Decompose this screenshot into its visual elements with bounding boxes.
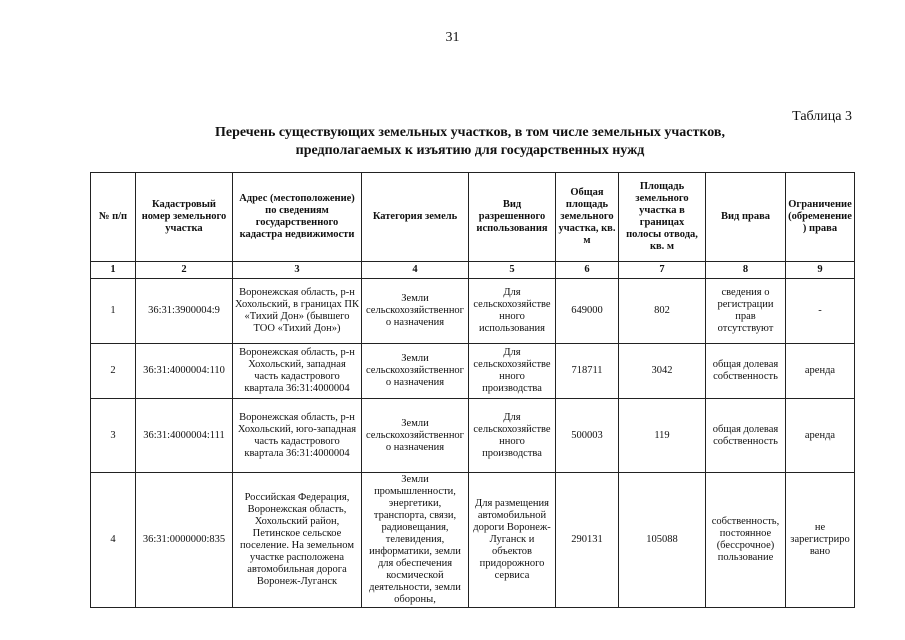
total-area: 500003 [556, 399, 619, 473]
permitted-use: Для сельскохозяйственного использования [469, 279, 556, 344]
strip-area: 802 [619, 279, 706, 344]
table-row [91, 279, 855, 344]
column-number: 1 [91, 262, 136, 279]
header-cell: Кадастровый номер земельного участка [136, 173, 233, 262]
cadastral-number: 36:31:0000000:835 [136, 473, 233, 608]
table-label: Таблица 3 [792, 109, 852, 124]
row-number: 1 [91, 279, 136, 344]
address: Воронежская область, р-н Хохольский, юго-западная часть кадастрового квартала 36:31:4000004 [233, 399, 362, 473]
header-cell: Адрес (местоположение) по сведениям государственного кадастра недвижимости [233, 173, 362, 262]
page-number: 31 [445, 30, 460, 45]
column-number: 2 [136, 262, 233, 279]
restriction: аренда [786, 344, 855, 399]
row-number: 4 [91, 473, 136, 608]
row-number: 3 [91, 399, 136, 473]
title-line-1: Перечень существующих земельных участков, в том числе земельных участков, [215, 125, 725, 140]
permitted-use: Для сельскохозяйственного производства [469, 399, 556, 473]
header-row [91, 173, 855, 262]
title-line-2: предполагаемых к изъятию для государственных нужд [295, 143, 645, 158]
row-number: 2 [91, 344, 136, 399]
strip-area: 119 [619, 399, 706, 473]
right-type: собственность, постоянное (бессрочное) пользование [706, 473, 786, 608]
cadastral-number: 36:31:4000004:111 [136, 399, 233, 473]
column-number: 5 [469, 262, 556, 279]
header-cell: Категория земель [362, 173, 469, 262]
header-cell: Общая площадь земельного участка, кв. м [556, 173, 619, 262]
table-row [91, 344, 855, 399]
restriction: аренда [786, 399, 855, 473]
total-area: 718711 [556, 344, 619, 399]
cadastral-number: 36:31:4000004:110 [136, 344, 233, 399]
land-category: Земли сельскохозяйственного назначения [362, 399, 469, 473]
header-cell: Вид разрешенного использования [469, 173, 556, 262]
column-number: 9 [786, 262, 855, 279]
column-number: 8 [706, 262, 786, 279]
restriction: не зарегистрировано [786, 473, 855, 608]
total-area: 290131 [556, 473, 619, 608]
right-type: сведения о регистрации прав отсутствуют [706, 279, 786, 344]
cadastral-number: 36:31:3900004:9 [136, 279, 233, 344]
land-category: Земли промышленности, энергетики, транспорта, связи, радиовещания, телевидения, информатики, земли для обеспечения космической деятельности, земли обороны, [362, 473, 469, 608]
header-cell: Вид права [706, 173, 786, 262]
header-cell: № п/п [91, 173, 136, 262]
column-number: 7 [619, 262, 706, 279]
header-cell: Площадь земельного участка в границах полосы отвода, кв. м [619, 173, 706, 262]
right-type: общая долевая собственность [706, 344, 786, 399]
table-row [91, 399, 855, 473]
strip-area: 105088 [619, 473, 706, 608]
table-title [150, 124, 790, 160]
column-number: 3 [233, 262, 362, 279]
land-plots-table [90, 172, 855, 608]
land-category: Земли сельскохозяйственного назначения [362, 279, 469, 344]
strip-area: 3042 [619, 344, 706, 399]
permitted-use: Для сельскохозяйственного производства [469, 344, 556, 399]
column-number: 4 [362, 262, 469, 279]
header-cell: Ограничение (обременение) права [786, 173, 855, 262]
right-type: общая долевая собственность [706, 399, 786, 473]
address: Российская Федерация, Воронежская область, Хохольский район, Петинское сельское поселение. На земельном участке расположена автомобильная дорога Воронеж-Луганск [233, 473, 362, 608]
table-row [91, 473, 855, 608]
column-number: 6 [556, 262, 619, 279]
restriction: - [786, 279, 855, 344]
column-number-row [91, 262, 855, 279]
permitted-use: Для размещения автомобильной дороги Воронеж-Луганск и объектов придорожного сервиса [469, 473, 556, 608]
address: Воронежская область, р-н Хохольский, в границах ПК «Тихий Дон» (бывшего ТОО «Тихий Дон») [233, 279, 362, 344]
address: Воронежская область, р-н Хохольский, западная часть кадастрового квартала 36:31:4000004 [233, 344, 362, 399]
total-area: 649000 [556, 279, 619, 344]
land-category: Земли сельскохозяйственного назначения [362, 344, 469, 399]
